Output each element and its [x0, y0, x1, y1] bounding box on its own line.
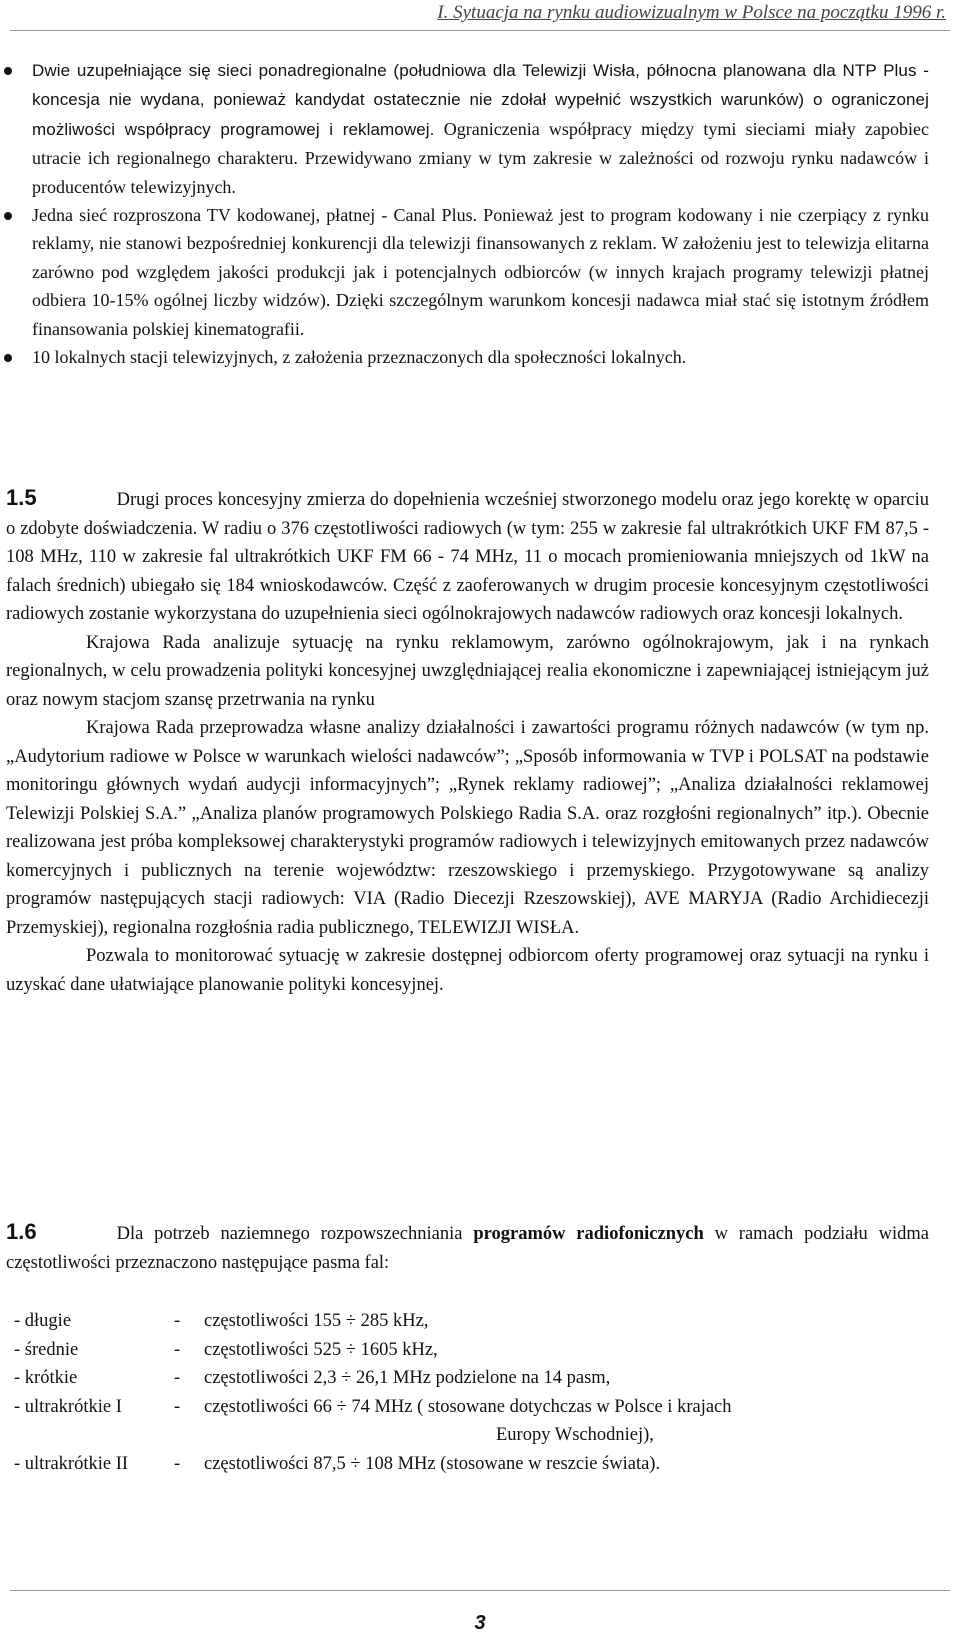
- bullet-text: 10 lokalnych stacji telewizyjnych, z założenia przeznaczonych dla społeczności lokalnych.: [32, 347, 687, 368]
- bullet-item: [32, 56, 929, 201]
- list-item: - długie - częstotliwości 155 ÷ 285 kHz,: [14, 1311, 429, 1331]
- list-item: - ultrakrótkie I - częstotliwości 66 ÷ 74 MHz ( stosowane dotychczas w Polsce i krajach: [14, 1396, 732, 1417]
- bullet-item: [32, 343, 929, 371]
- header-rule: [10, 30, 950, 31]
- bullet-text-sans: Dwie uzupełniające się sieci ponadregionalne (południowa dla Telewizji Wisła, północna planowana dla NTP Plus - koncesja nie wydana, ponieważ kandydat ostatecznie nie zdołał wypełnić wszystkich warunków) o ograniczonej możliwości współpracy programowej i reklamowej.: [32, 61, 929, 139]
- list-item: - ultrakrótkie II - częstotliwości 87,5 ÷ 108 MHz (stosowane w reszcie świata).: [14, 1453, 661, 1474]
- bullet-text: Jedna sieć rozproszona TV kodowanej, płatnej - Canal Plus. Ponieważ jest to program kodowany i nie czerpiący z rynku reklamy, nie stanowi bezpośredniej konkurencji dla telewizji finansowanych z reklam. W założeniu jest to telewizja elitarna zarówno pod względem jakości produkcji jak i potencjalnych odbiorców (w innych krajach programy telewizji płatnej odbiera 10-15% ogólnej liczby widzów). Dzięki szczególnym warunkom koncesji nadawca miał stać się istotnym źródłem finansowania polskiej kinematografii.: [32, 205, 929, 339]
- bullet-text: Ograniczenia współpracy między tymi sieciami miały zapobiec utracie ich regionalnego charakteru. Przewidywano zmiany w tym zakresie w zależności od rozwoju rynku nadawców i producentów telewizyjnych.: [32, 118, 929, 197]
- bullet-icon: [4, 212, 12, 220]
- section-number: 1.5: [6, 485, 37, 510]
- list-item-continuation: Europy Wschodniej),: [496, 1425, 654, 1445]
- paragraph: Krajowa Rada przeprowadza własne analizy działalności i zawartości programu różnych nadawców (w tym np. „Audytorium radiowe w Polsce w warunkach wielości nadawców”; „Sposób informowania w TVP i POLSAT na podstawie monitoringu głównych wydań audycji informacyjnych”; „Rynek reklamy radiowej”; „Analiza działalności reklamowej Telewizji Polskiej S.A.” „Analiza planów programowych Polskiego Radia S.A. oraz rozgłośni regionalnych” itp.). Obecnie realizowana jest próba kompleksowej charakterystyki programów radiowych i telewizyjnych emitowanych przez nadawców komercyjnych i publicznych na terenie województw: rzeszowskiego i przemyskiego. Przygotowywane są analizy programów następujących stacji radiowych: VIA (Radio Diecezji Rzeszowskiej), AVE MARYJA (Radio Archidiecezji Przemyskiej), regionalna rozgłośnia radia publicznego, TELEWIZJI WISŁA.: [6, 718, 929, 938]
- page-number: 3: [474, 1612, 486, 1634]
- paragraph: Krajowa Rada analizuje sytuację na rynku reklamowym, zarówno ogólnokrajowym, jak i na rynkach regionalnych, w celu prowadzenia polityki koncesyjnej uwzględniającej realia ekonomiczne i zapewniającej istniejącym już oraz nowym stacjom szansę przetrwania na rynku: [6, 632, 929, 710]
- section-number: 1.6: [6, 1219, 37, 1244]
- running-header: I. Sytuacja na rynku audiowizualnym w Polsce na początku 1996 r.: [437, 2, 946, 23]
- bullet-icon: [4, 354, 12, 362]
- frequency-bands-list: [14, 1307, 732, 1478]
- section-intro: 1.6 Dla potrzeb naziemnego rozpowszechniania programów radiofonicznych w ramach podziału widma częstotliwości przeznaczono następujące pasma fal:: [6, 1219, 929, 1273]
- list-item: - średnie - częstotliwości 525 ÷ 1605 kHz,: [14, 1339, 438, 1360]
- footer-rule: [10, 1590, 950, 1591]
- bullet-icon: [4, 67, 12, 75]
- section-intro: 1.5 Drugi proces koncesyjny zmierza do dopełnienia wcześniej stworzonego modelu oraz jego korektę w oparciu o zdobyte doświadczenia. W radiu o 376 częstotliwości radiowych (w tym: 255 w zakresie fal ultrakrótkich UKF FM 87,5 - 108 MHz, 110 w zakresie fal ultrakrótkich UKF FM 66 - 74 MHz, 11 o mocach promieniowania mniejszych od 1kW na falach średnich) ubiegało się 184 wnioskodawców. Część z zaoferowanych w drugim procesie koncesyjnym częstotliwości radiowych zostanie wykorzystana do uzupełnienia sieci ogólnokrajowych nadawców radiowych oraz koncesji lokalnych.: [6, 485, 929, 624]
- paragraph: Pozwala to monitorować sytuację w zakresie dostępnej odbiorcom oferty programowej oraz sytuacji na rynku i uzyskać dane ułatwiające planowanie polityki koncesyjnej.: [6, 946, 929, 995]
- bullet-item: [32, 201, 929, 343]
- bullet-list: [32, 56, 929, 371]
- section-1-5: [6, 484, 929, 999]
- section-1-6: [6, 1218, 929, 1277]
- list-item: - krótkie - częstotliwości 2,3 ÷ 26,1 MHz podzielone na 14 pasm,: [14, 1368, 611, 1388]
